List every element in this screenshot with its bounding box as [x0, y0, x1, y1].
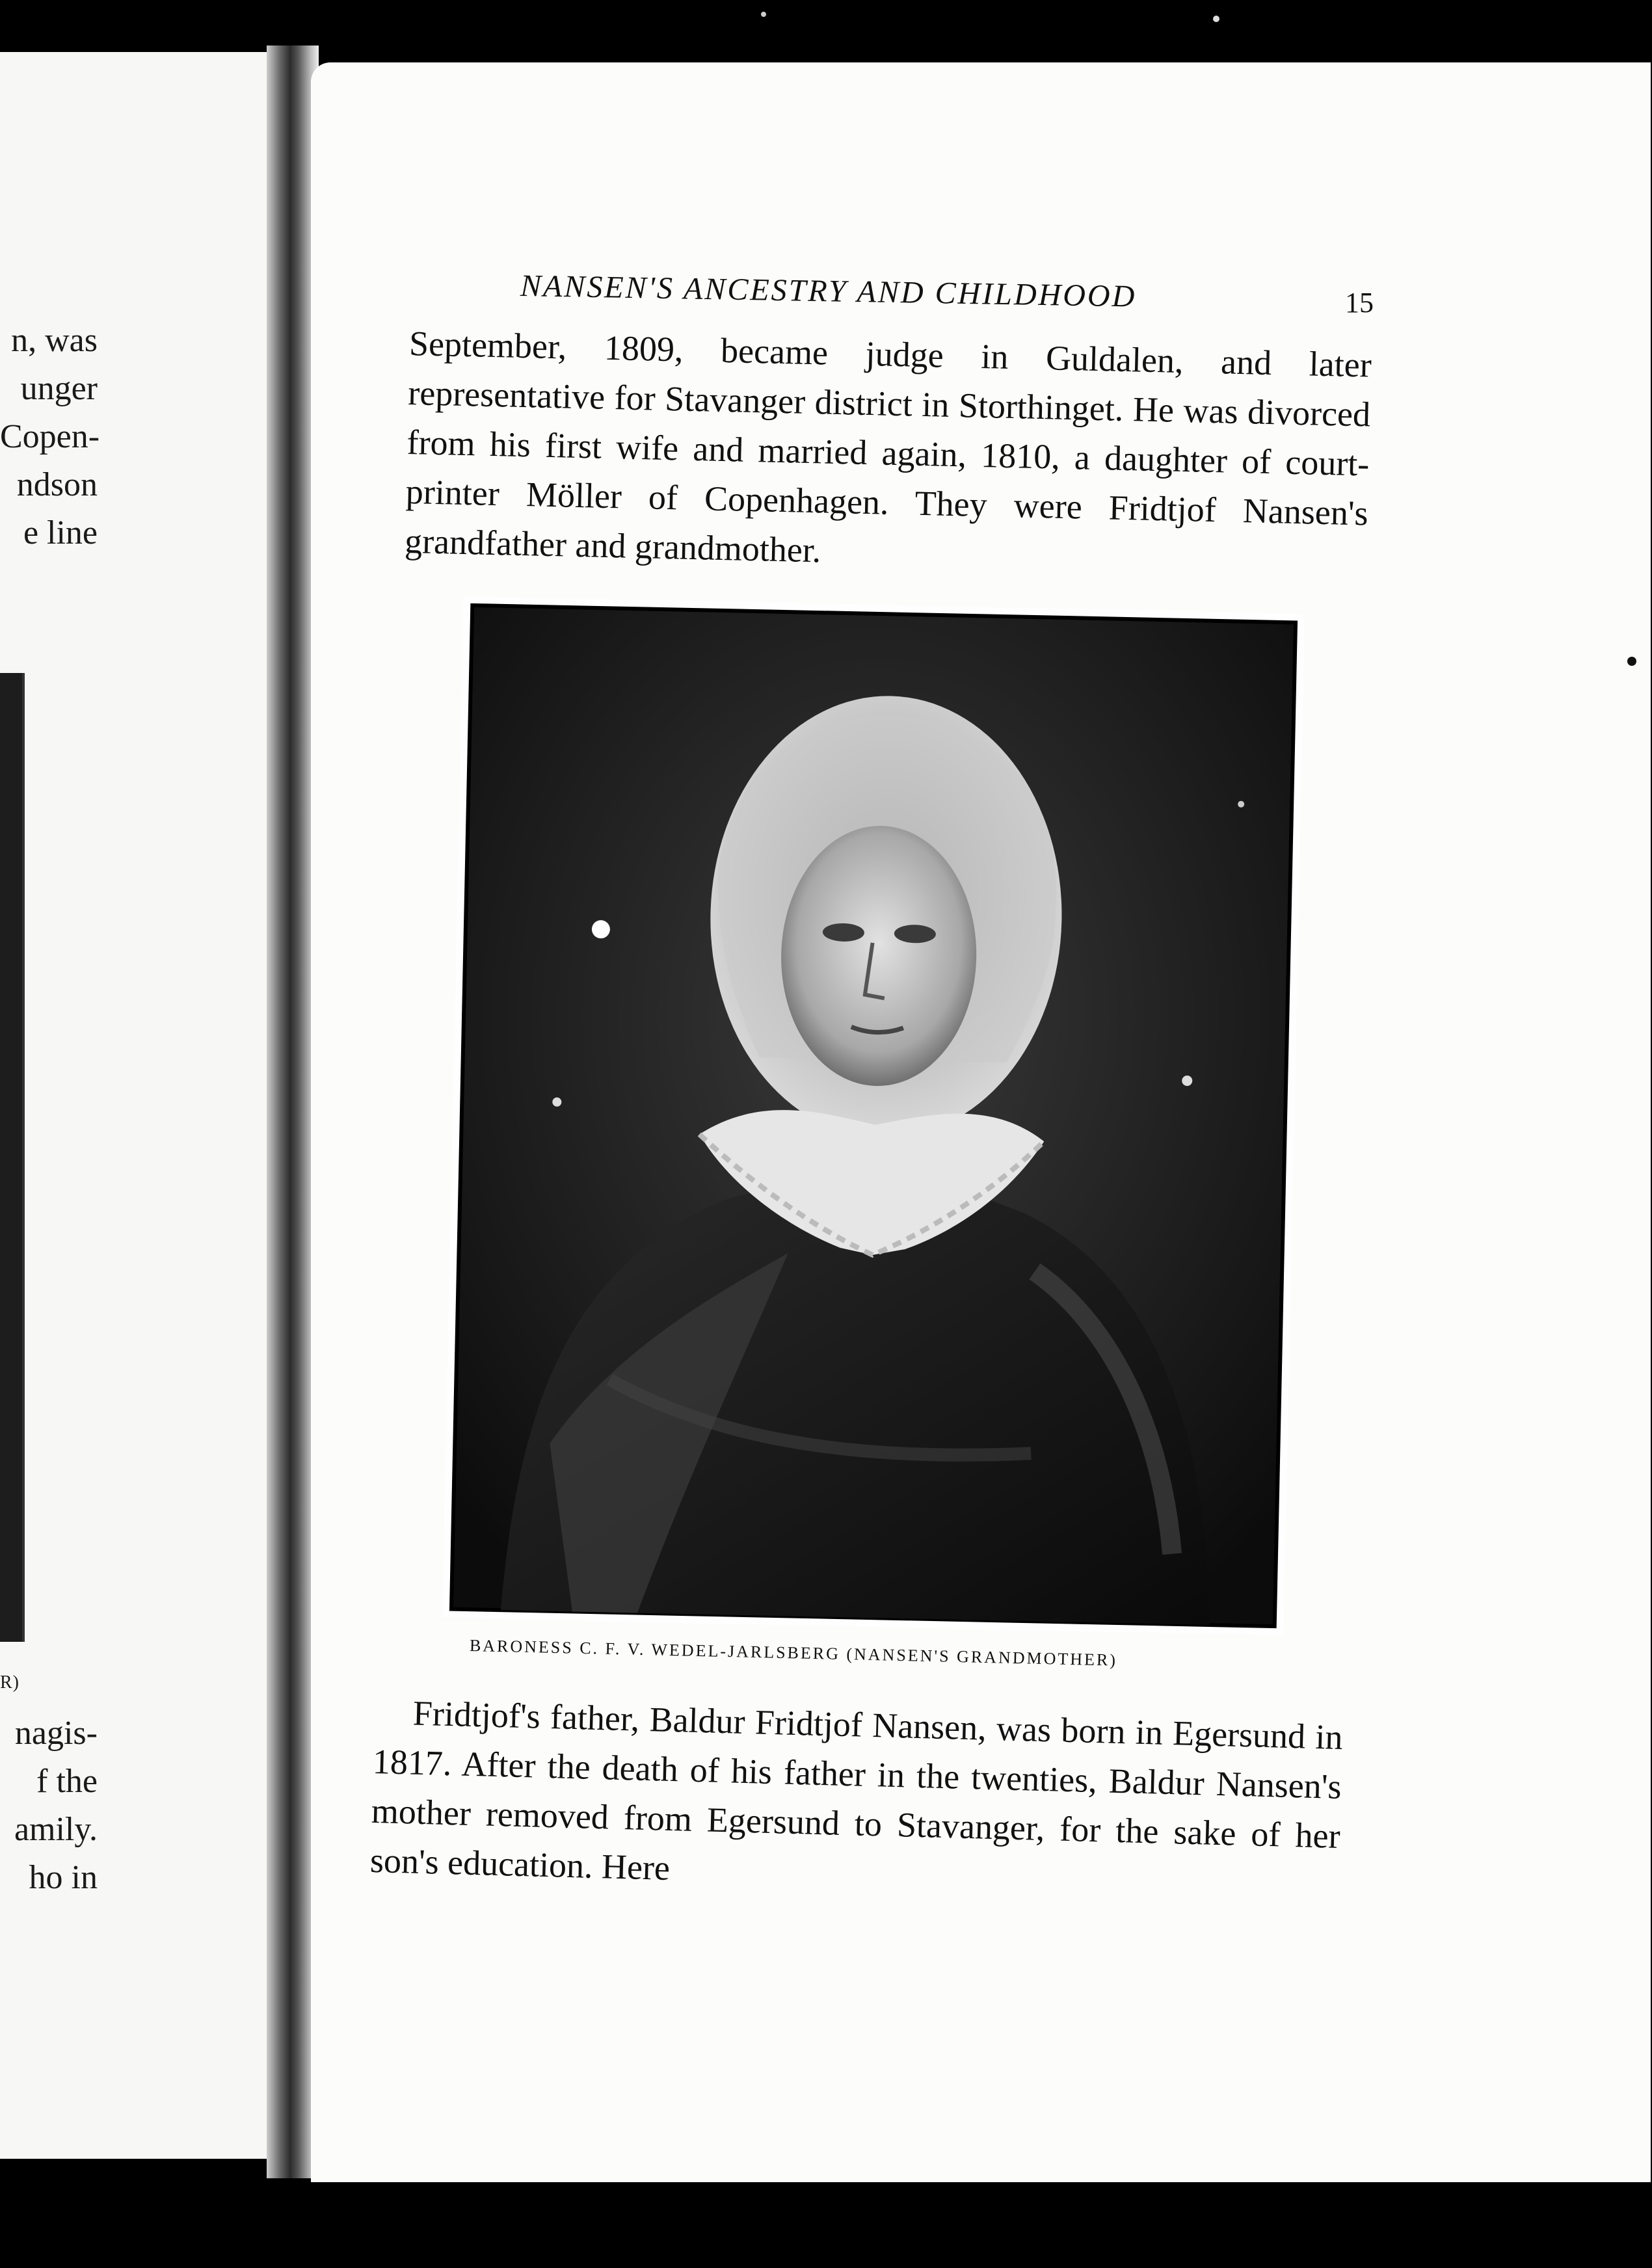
left-line-fragment: unger: [20, 370, 98, 407]
figure-caption: BARONESS C. F. V. WEDEL-JARLSBERG (NANSEN'S GRANDMOTHER): [469, 1636, 1118, 1670]
left-plate-edge: [0, 673, 25, 1642]
page-number: 15: [1345, 287, 1374, 319]
scan-speck: [761, 12, 766, 17]
paragraph: September, 1809, became judge in Guldalen, and later representative for Stavanger district in Storthinget. He was divorced from his first wife and married again, 1810, a daughter of court-printer Möller of Copenhagen. They were Fridtjof Nansen's grandfather and grandmother.: [404, 323, 1372, 570]
left-caption-fragment: R): [0, 1672, 20, 1693]
left-line-fragment: n, was: [11, 322, 98, 359]
left-facing-page: [0, 52, 273, 2159]
left-line-fragment: e line: [23, 514, 98, 551]
left-line-fragment: ho in: [29, 1859, 98, 1896]
running-head: NANSEN'S ANCESTRY AND CHILDHOOD: [520, 269, 1137, 314]
left-line-fragment: ndson: [16, 466, 98, 503]
left-line-fragment: nagis-: [14, 1715, 98, 1752]
left-line-fragment: Copen-: [0, 418, 100, 455]
scan-speck: [1627, 657, 1636, 666]
left-line-fragment: f the: [36, 1763, 98, 1800]
paragraph: Fridtjof's father, Baldur Fridtjof Nansen, was born in Egersund in 1817. After the death of his father in the twenties, Baldur Nansen's mother removed from Egersund to Stavanger, for the sake of her son's education. Here: [369, 1693, 1344, 1888]
portrait-image: [442, 596, 1305, 1636]
portrait-plate: [442, 596, 1305, 1636]
left-line-fragment: amily.: [14, 1811, 98, 1848]
scan-speck: [1213, 16, 1219, 22]
